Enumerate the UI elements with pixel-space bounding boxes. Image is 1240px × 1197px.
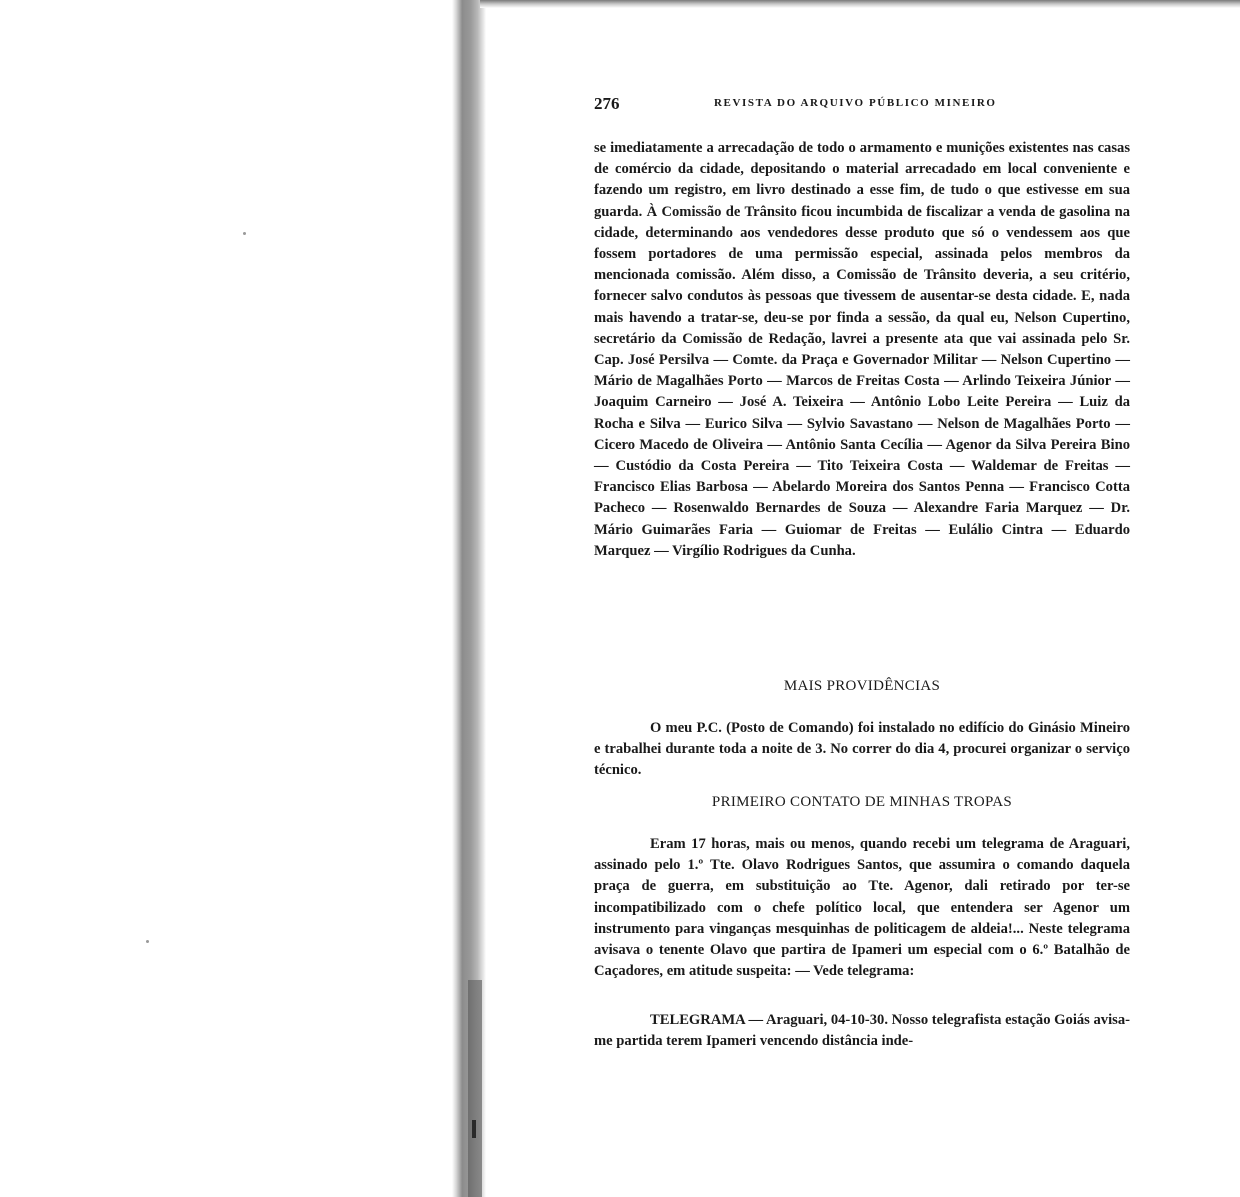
paper-speck bbox=[146, 940, 149, 943]
paragraph-minutes: se imediatamente a arrecadação de todo o armamento e munições existentes nas casas de comércio da cidade, depositando o material arrecadado em local conveniente e fazendo um registro, em livro destinado a esse fim, de tudo o que estivesse em sua guarda. À Comissão de Trânsito ficou incumbida de fiscalizar a venda de gasolina na cidade, determinando aos vendedores desse produto que só o vendessem aos que fossem portadores de uma permissão especial, assinada pelos membros da mencionada comissão. Além disso, a Comissão de Trânsito deveria, a seu critério, fornecer salvo condutos às pessoas que tivessem de ausentar-se desta cidade. E, nada mais havendo a tratar-se, deu-se por finda a sessão, da qual eu, Nelson Cupertino, secretário da Comissão de Redação, lavrei a presente ata que vai assinada pelo Sr. Cap. José Persilva — Comte. da Praça e Governador Militar — Nelson Cupertino — Mário de Magalhães Porto — Marcos de Freitas Costa — Arlindo Teixeira Júnior — Joaquim Carneiro — José A. Teixeira — Antônio Lobo Leite Pereira — Luiz da Rocha e Silva — Eurico Silva — Sylvio Savastano — Nelson de Magalhães Porto — Cicero Macedo de Oliveira — Antônio Santa Cecília — Agenor da Silva Pereira Bino — Custódio da Costa Pereira — Tito Teixeira Costa — Waldemar de Freitas — Francisco Elias Barbosa — Abelardo Moreira dos Santos Penna — Francisco Cotta Pacheco — Rosenwaldo Bernardes de Souza — Alexandre Faria Marquez — Dr. Mário Guimarães Faria — Guiomar de Freitas — Eulálio Cintra — Eduardo Marquez — Virgílio Rodrigues da Cunha. bbox=[594, 140, 1130, 559]
binding-shadow bbox=[468, 980, 482, 1197]
page-edge-shadow bbox=[480, 0, 1240, 8]
section-heading-primeiro-contato: PRIMEIRO CONTATO DE MINHAS TROPAS bbox=[711, 794, 1013, 810]
paper-speck bbox=[243, 232, 246, 235]
section-heading-mais-providencias: MAIS PROVIDÊNCIAS bbox=[783, 678, 941, 694]
facing-page-blank bbox=[0, 0, 452, 1197]
paragraph-telegrama: TELEGRAMA — Araguari, 04-10-30. Nosso telegrafista estação Goiás avisa-me partida terem Ipameri vencendo distância inde- bbox=[594, 1012, 1130, 1050]
paragraph-telegrama-intro: Eram 17 horas, mais ou menos, quando recebi um telegrama de Araguari, assinado pelo 1.º Tte. Olavo Rodrigues Santos, que assumira o comando daquela praça de guerra, em substituição ao Tte. Agenor, dali retirado por ter-se incompatibilizado com o chefe político local, que entendera ser Agenor um instrumento para vinganças mesquinhas de politicagem de aldeia!... Neste telegrama avisava o tenente Olavo que partira de Ipameri um especial com o 6.º Batalhão de Caçadores, em atitude suspeita: — Vede telegrama: bbox=[594, 836, 1130, 980]
book-page bbox=[594, 94, 1130, 1050]
paragraph-posto-de-comando: O meu P.C. (Posto de Comando) foi instalado no edifício do Ginásio Mineiro e trabalhei durante toda a noite de 3. No correr do dia 4, procurei organizar o serviço técnico. bbox=[594, 720, 1130, 779]
journal-title: REVISTA DO ARQUIVO PÚBLICO MINEIRO bbox=[714, 97, 997, 109]
running-head bbox=[594, 94, 1130, 118]
page-number: 276 bbox=[594, 94, 620, 113]
binding-mark bbox=[472, 1120, 476, 1138]
